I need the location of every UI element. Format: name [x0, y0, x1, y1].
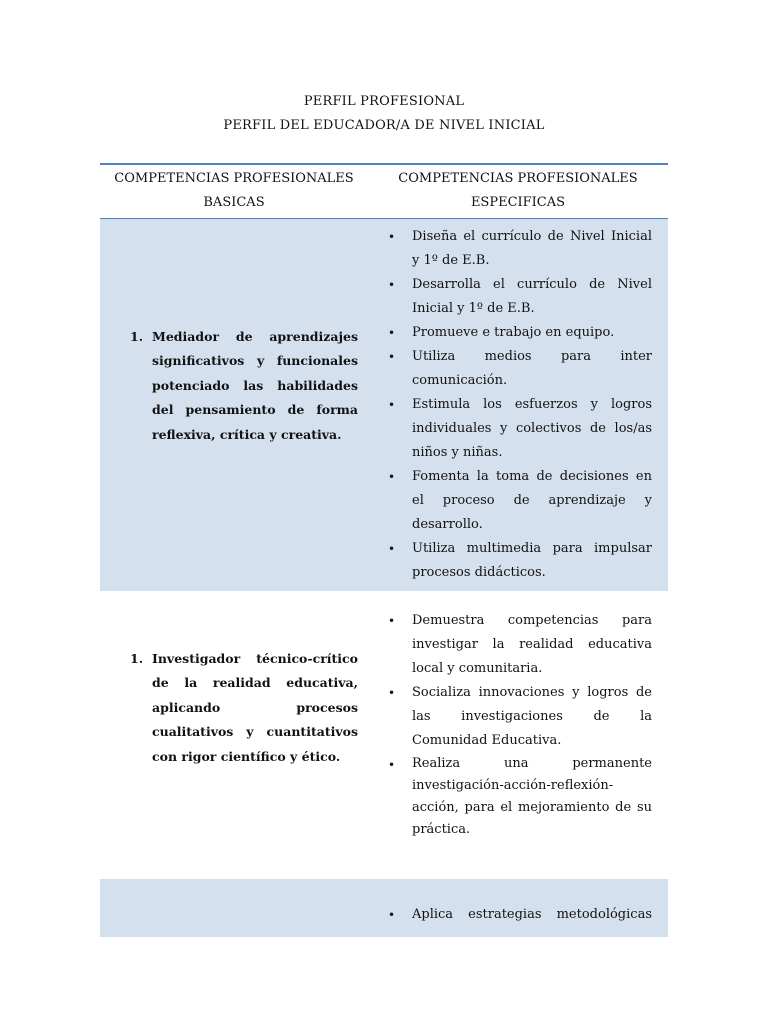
bullet-icon: • — [388, 758, 396, 772]
table-row — [100, 591, 668, 879]
basic-competency-item — [130, 325, 360, 448]
bullet-icon: • — [388, 908, 396, 922]
item-number: 1. — [130, 328, 144, 344]
basic-competency-cell — [100, 219, 368, 592]
list-item: • Aplica estrategias metodológicas — [388, 903, 668, 927]
basic-competency-text: Mediador de aprendizajes significativos y funcionales potenciado las habilidades del pensamiento de forma reflexiva, crítica y creativa. — [152, 328, 358, 442]
list-item: • Socializa innovaciones y logros de las investigaciones de la Comunidad Educativa. — [388, 681, 668, 753]
list-item: • Utiliza medios para inter comunicación. — [388, 345, 668, 393]
bullet-icon: • — [388, 278, 396, 292]
item-number: 1. — [130, 650, 144, 666]
basic-competency-text: Investigador técnico-crítico de la realidad educativa, aplicando procesos cualitativos y cuantitativos con rigor científico y ético. — [152, 650, 358, 764]
table-row — [100, 219, 668, 592]
specific-competencies-cell — [368, 879, 668, 937]
bullet-icon: • — [388, 614, 396, 628]
list-item: • Fomenta la toma de decisiones en el proceso de aprendizaje y desarrollo. — [388, 465, 668, 537]
basic-competency-item — [130, 647, 360, 770]
specific-competencies-list — [388, 609, 668, 841]
bullet-icon: • — [388, 686, 396, 700]
list-item: • Promueve e trabajo en equipo. — [388, 321, 668, 345]
competencies-table — [100, 163, 668, 937]
bullet-icon: • — [388, 398, 396, 412]
bullet-icon: • — [388, 230, 396, 244]
table-header-row — [100, 164, 668, 219]
specific-competencies-list — [388, 225, 668, 585]
document-subtitle: PERFIL DEL EDUCADOR/A DE NIVEL INICIAL — [223, 118, 545, 133]
document-title: PERFIL PROFESIONAL — [303, 94, 465, 109]
list-item: • Diseña el currículo de Nivel Inicial y 1º de E.B. — [388, 225, 668, 273]
list-item: • Desarrolla el currículo de Nivel Inicial y 1º de E.B. — [388, 273, 668, 321]
list-item: • Demuestra competencias para investigar la realidad educativa local y comunitaria. — [388, 609, 668, 681]
basic-competency-cell — [100, 879, 368, 937]
bullet-icon: • — [388, 542, 396, 556]
bullet-icon: • — [388, 470, 396, 484]
specific-competencies-list — [388, 903, 668, 927]
specific-competencies-cell — [368, 219, 668, 592]
header-basic-competencies: COMPETENCIAS PROFESIONALES BASICAS — [100, 164, 368, 219]
list-item: • Utiliza multimedia para impulsar procesos didácticos. — [388, 537, 668, 585]
bullet-icon: • — [388, 326, 396, 340]
list-item: • Realiza una permanente investigación-acción-reflexión-acción, para el mejoramiento de su práctica. — [388, 753, 668, 841]
bullet-icon: • — [388, 350, 396, 364]
table-row — [100, 879, 668, 937]
header-specific-competencies: COMPETENCIAS PROFESIONALES ESPECIFICAS — [368, 164, 668, 219]
list-item: • Estimula los esfuerzos y logros individuales y colectivos de los/as niños y niñas. — [388, 393, 668, 465]
specific-competencies-cell — [368, 591, 668, 879]
basic-competency-cell — [100, 591, 368, 879]
